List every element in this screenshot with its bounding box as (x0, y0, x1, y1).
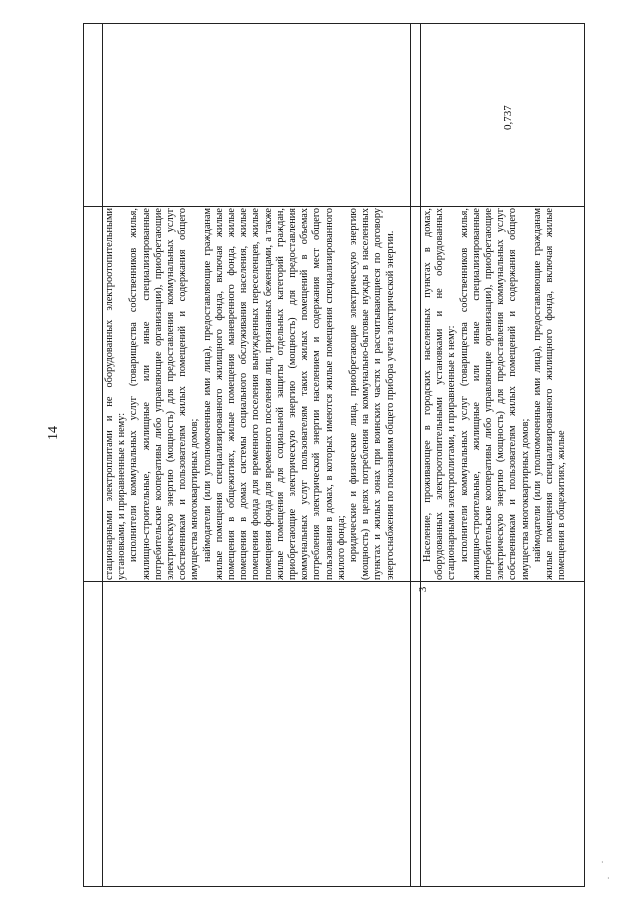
row-prev-description (104, 208, 408, 580)
row-3-paragraph-3: наймодатели (или уполномоченные ими лица), предоставляющие гражданам жилые помещения специализированного жилищного фонда, включая жилые помещения в общежитиях, жилые (531, 208, 568, 580)
row-prev-paragraph-3: наймодатели (или уполномоченные ими лица), предоставляющие гражданам жилые помещения специализированного жилищного фонда, включая жилые помещения в общежитиях, жилые помещения маневренного фонда, жилые помещения в домах системы социального обслуживания населения, жилые помещения фонда для временного поселения вынужденных переселенцев, жилые помещения фонда для временного поселения лиц, признанных беженцами, а также жилые помещения для социальной защиты отдельных категорий граждан, приобретающие электрическую энергию (мощность) для предоставления коммунальных услуг пользователям таких жилых помещений в объемах потребления электрической энергии населением и содержания мест общего пользования в домах, в которых имеются жилые помещения специализированного жилого фонда; (201, 208, 347, 580)
row-prev-paragraph-1: стационарными электроплитами и не оборудованных электроотопительными установками, и приравненные к нему: (104, 208, 128, 580)
column-separator-top (83, 206, 585, 207)
row-separator-mid2 (420, 23, 421, 887)
scan-artifact: · (601, 858, 604, 867)
scan-artifact: · (607, 874, 610, 883)
row-3-paragraph-1: Население, проживающее в городских населенных пунктах в домах, оборудованных электроотопительными установками и не оборудованных стационарными электроплитами, и приравненные к нему: (422, 208, 458, 580)
row-separator-mid (410, 23, 411, 887)
row-prev-paragraph-2: исполнители коммунальных услуг (товарищества собственников жилья, жилищно-строительные, жилищные или иные специализированные потребительские кооперативы либо управляющие организации), приобретающие электрическую энергию (мощность) для предоставления коммунальных услуг собственникам и пользователям жилых помещений и содержания общего имущества многоквартирных домов; (128, 208, 201, 580)
row-3-paragraph-2: исполнители коммунальных услуг (товарищества собственников жилья, жилищно-строительные, жилищные или иные специализированные потребительские кооперативы либо управляющие организации), приобретающие электрическую энергию (мощность) для предоставления коммунальных услуг собственникам и пользователям жилых помещений и содержания общего имущества многоквартирных домов; (458, 208, 531, 580)
page-number: 14 (46, 426, 61, 440)
column-separator-bottom (83, 581, 585, 582)
row-separator-left (102, 23, 103, 887)
row-3-description (422, 208, 582, 580)
row-prev-paragraph-4: юридические и физические лица, приобретающие электрическую энергию (мощность) в целях потребления на коммунально-бытовые нужды в населенных пунктах и жилых зонах при воинских частях и рассчитывающиеся по договору энергоснабжения по показаниям общего прибора учета электрической энергии. (348, 208, 396, 580)
tariff-value: 0,737 (502, 105, 514, 130)
row-number: 3 (418, 586, 429, 592)
